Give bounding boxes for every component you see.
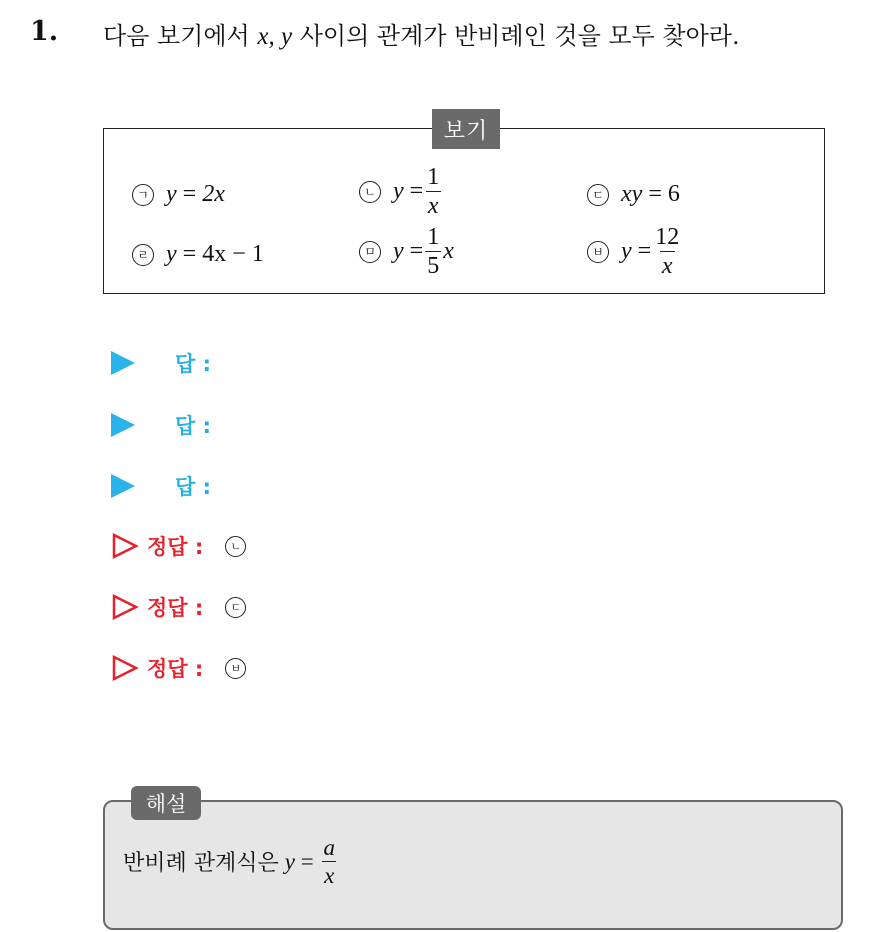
example-box [103,118,825,294]
option-f: ㅂ y = $\frac{12}{x}$ [587,225,683,278]
correct-answer-row: 정답 : ㅂ [111,653,246,683]
option-d: ㄹ y = 4x − 1 [132,241,264,268]
correct-answer-value: ㄴ [225,536,246,557]
option-b: ㄴ y = $\frac{1}{x}$ [359,165,443,218]
answer-row: 답 : [111,410,211,440]
explanation-title: 해설 [131,786,201,820]
triangle-icon [111,413,135,437]
correct-answer-row: 정답 : ㄷ [111,592,246,622]
explanation-text: 반비례 관계식은 y = $\frac{a}{x}$ [123,835,335,888]
question-variables: x, y [257,23,293,50]
triangle-outline-icon [111,654,139,682]
answer-row: 답 : [111,471,211,501]
option-e: ㅁ y = $\frac{1}{5}$ x [359,225,454,278]
answer-row: 답 : [111,348,211,378]
question-number: 1. [30,16,59,47]
explanation-box [103,792,843,930]
question-text: 다음 보기에서 x, y 사이의 관계가 반비례인 것을 모두 찾아라. [103,22,740,50]
triangle-outline-icon [111,532,139,560]
triangle-icon [111,351,135,375]
triangle-outline-icon [111,593,139,621]
example-box-title: 보기 [432,109,500,149]
option-c: ㄷ xy = 6 [587,181,680,208]
option-a: ㄱ y = 2x [132,181,225,208]
correct-answer-value: ㄷ [225,597,246,618]
correct-answer-row: 정답 : ㄴ [111,531,246,561]
correct-answer-value: ㅂ [225,658,246,679]
triangle-icon [111,474,135,498]
